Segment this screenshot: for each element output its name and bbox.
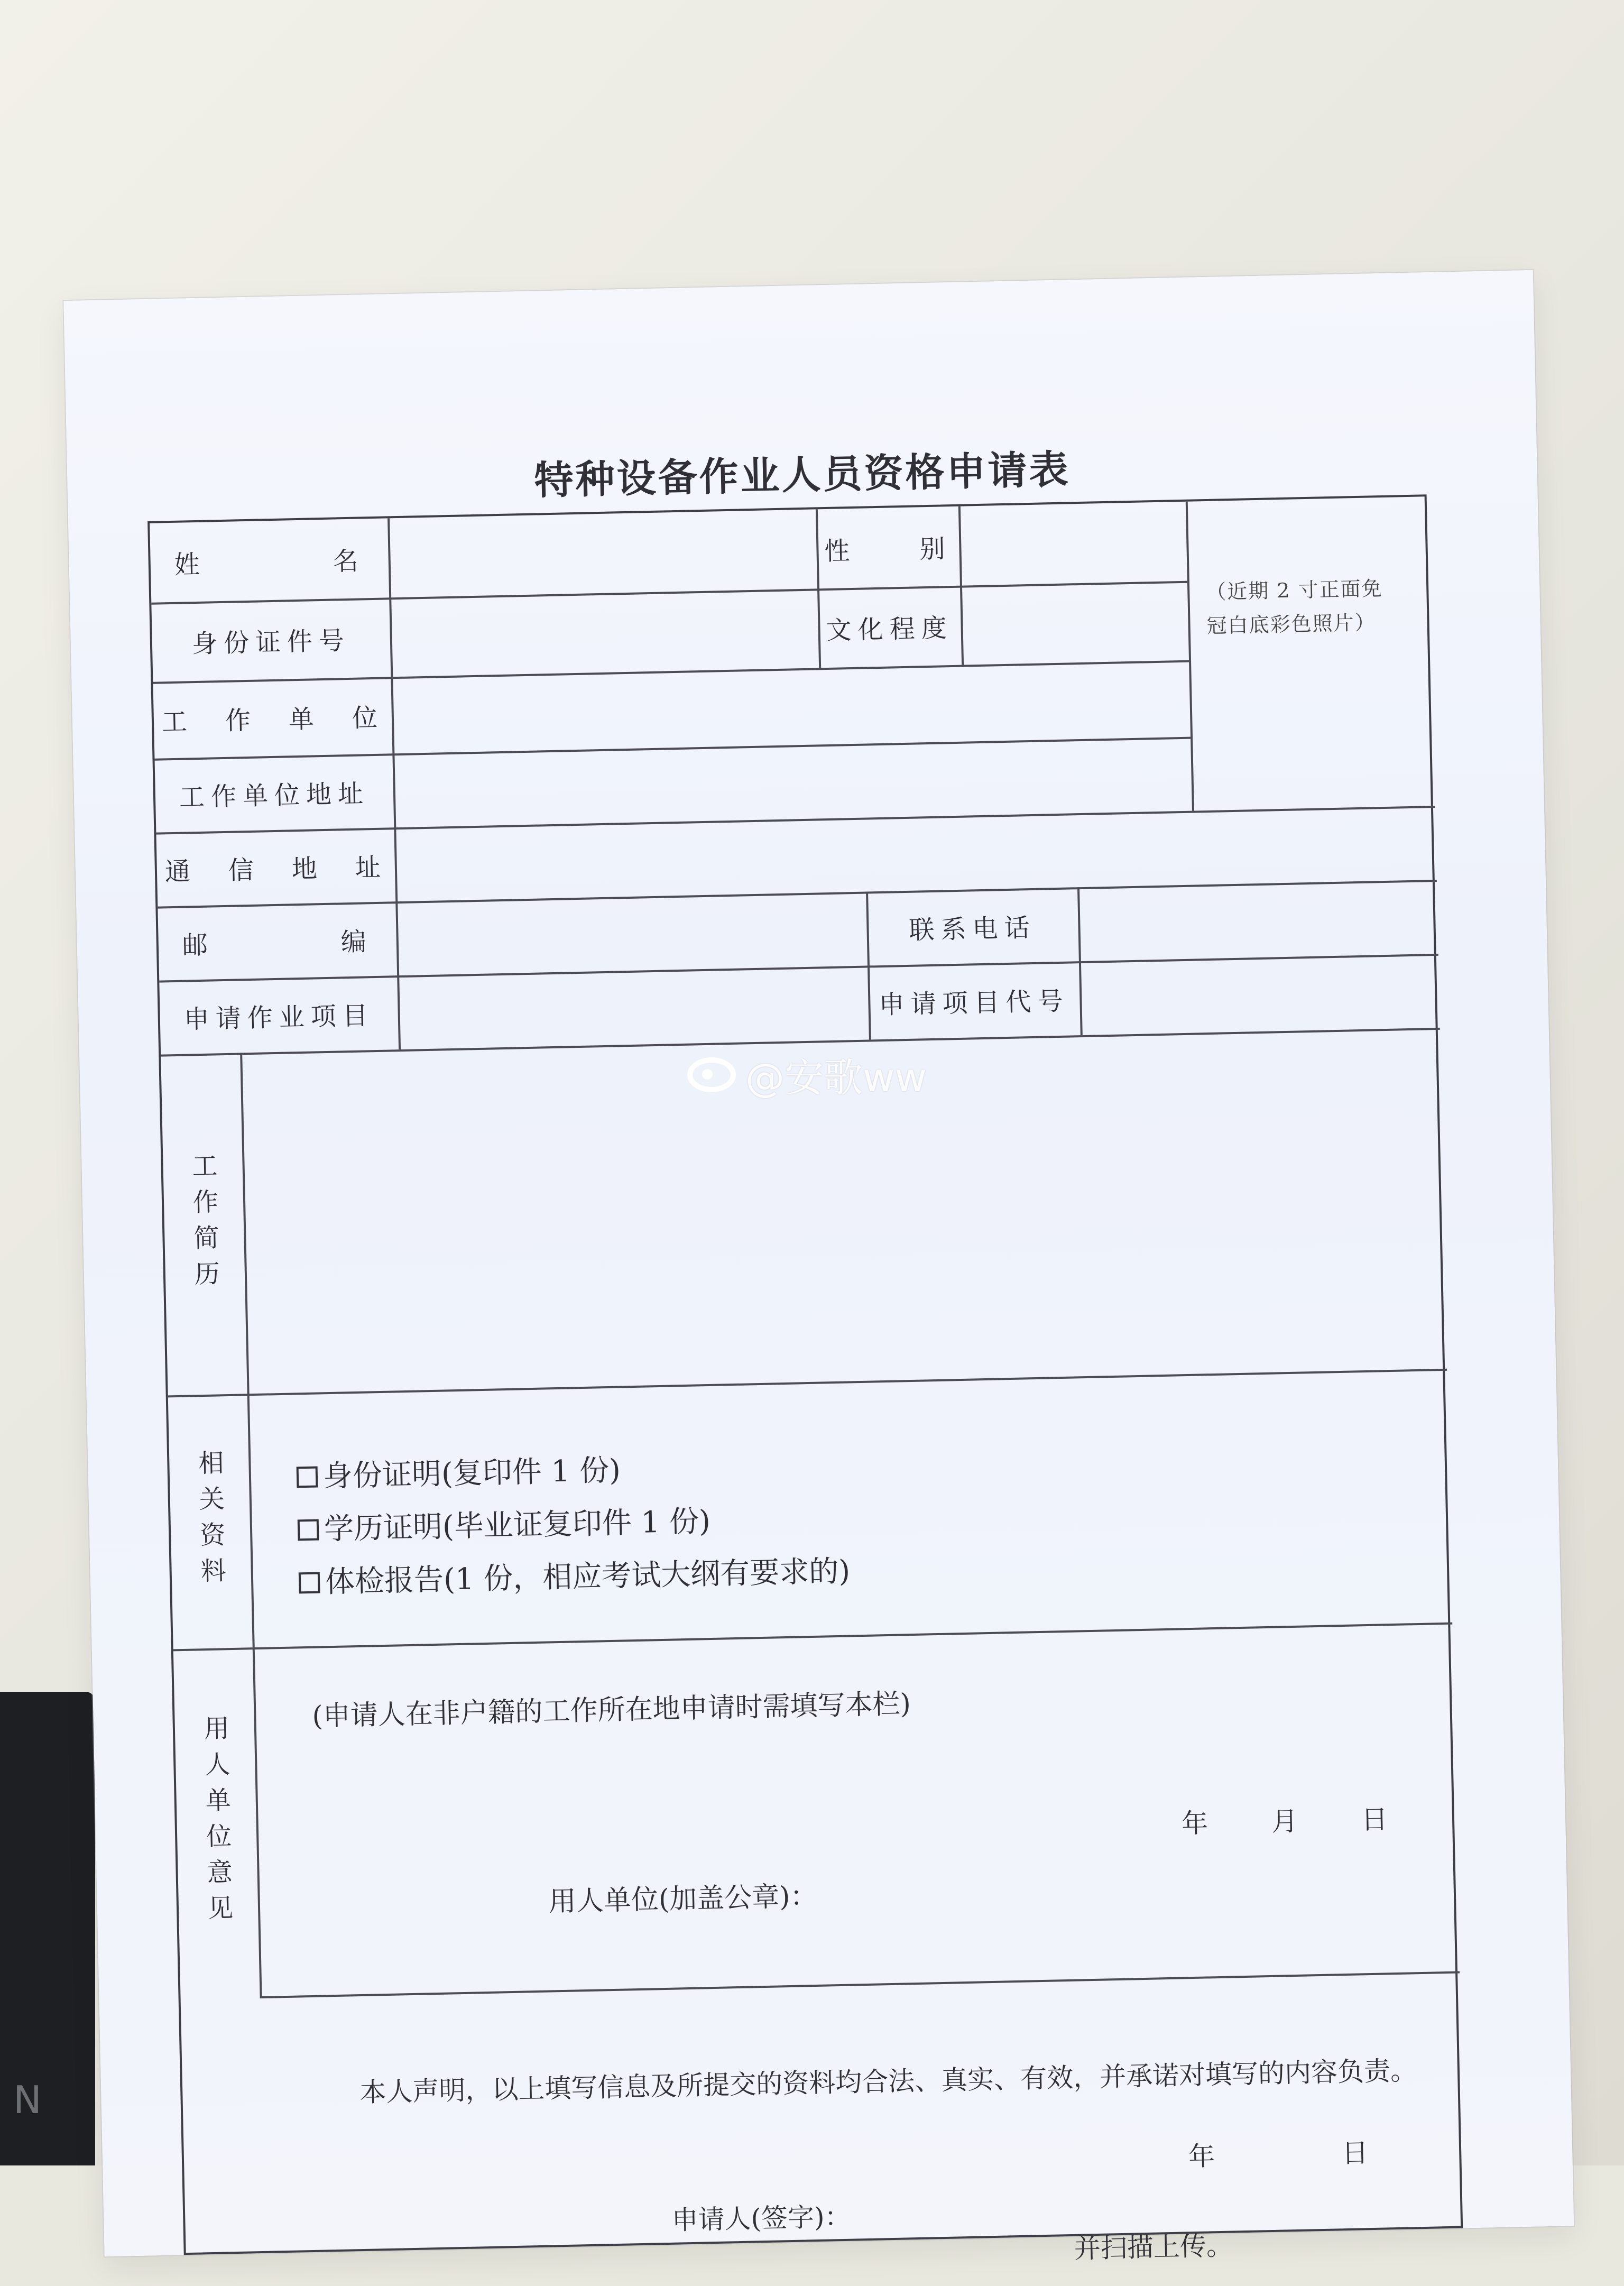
- material-label: 身份证明(复印件 1 份): [322, 1453, 621, 1494]
- weibo-logo-icon: [687, 1057, 736, 1092]
- declaration-text: 本人声明，以上填写信息及所提交的资料均合法、真实、有效，并承诺对填写的内容负责。: [359, 2055, 1417, 2108]
- material-checkbox[interactable]: [299, 1572, 320, 1593]
- form-title: 特种设备作业人员资格申请表: [533, 447, 1071, 504]
- postal-code-label: 邮 编: [182, 926, 373, 961]
- material-checkbox[interactable]: [297, 1467, 318, 1488]
- year-label: 年: [1181, 1808, 1208, 1839]
- work-history-label: 工作简历: [187, 1151, 220, 1296]
- work-unit-label: 工 作 单 位: [161, 703, 384, 738]
- month-label: 月: [1271, 1805, 1298, 1837]
- id-number-label: 身份证件号: [191, 625, 351, 659]
- material-checkbox[interactable]: [298, 1519, 319, 1541]
- application-form-table: [147, 494, 1463, 2264]
- employer-date: [1181, 1798, 1388, 1840]
- photo-note: （近期 2 寸正面免冠白底彩色照片）: [1205, 576, 1383, 638]
- day-label: 日: [1361, 1804, 1388, 1836]
- material-list: [296, 1431, 1251, 1610]
- year-label: 年: [1188, 2141, 1215, 2172]
- materials-label: 相关资料: [193, 1449, 227, 1594]
- row-divider-9: [173, 1623, 1453, 1652]
- name-label: 姓 名: [174, 546, 365, 580]
- phone-label: 联系电话: [908, 912, 1037, 945]
- upload-note: 并扫描上传。: [1074, 2230, 1233, 2264]
- mailing-address-label: 通 信 地 址: [164, 852, 387, 887]
- watermark-text: @安歌ww: [745, 1055, 927, 1101]
- gender-label: 性 别: [824, 533, 952, 566]
- education-label: 文化程度: [826, 613, 954, 646]
- employer-seal-label: 用人单位(加盖公章)：: [548, 1880, 818, 1918]
- material-label: 体检报告(1 份，相应考试大纲有要求的): [325, 1554, 851, 1600]
- employer-note: (申请人在非户籍的工作所在地申请时需填写本栏): [311, 1688, 911, 1732]
- day-label: 日: [1341, 2137, 1369, 2169]
- keyboard-edge: [0, 1692, 95, 2165]
- employer-opinion-label: 用人单位意见: [199, 1714, 234, 1931]
- row-divider-10: [260, 1971, 1460, 1998]
- photo-divider: [1186, 502, 1194, 811]
- applied-item-label: 申请作业项目: [183, 1000, 375, 1035]
- weibo-watermark: [687, 1047, 927, 1103]
- applicant-date: [1188, 2132, 1368, 2173]
- material-label: 学历证明(毕业证复印件 1 份): [324, 1504, 711, 1547]
- project-code-label: 申请项目代号: [878, 986, 1070, 1020]
- month-label: [1278, 2134, 1279, 2172]
- applicant-signature-label: 申请人(签字)：: [671, 2201, 852, 2236]
- application-form-paper: [63, 270, 1574, 2264]
- row-divider-8: [168, 1369, 1447, 1398]
- work-unit-address-label: 工作单位地址: [179, 778, 370, 813]
